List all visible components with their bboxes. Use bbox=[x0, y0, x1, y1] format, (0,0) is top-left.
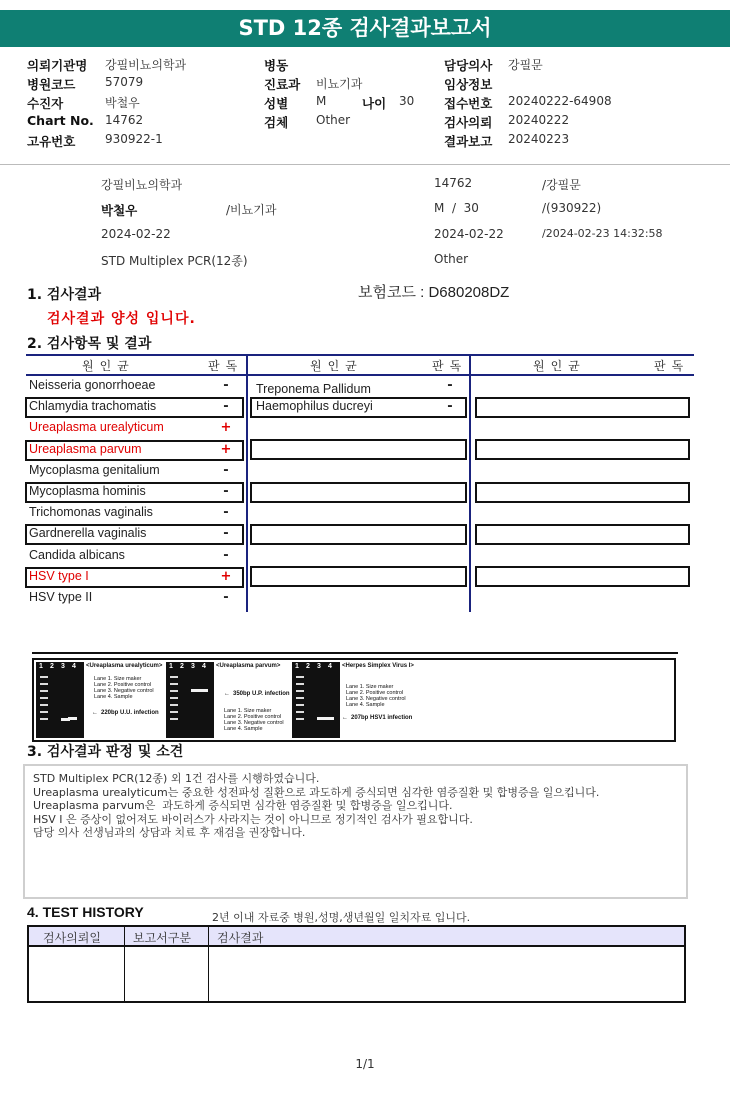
gel-ladder-band bbox=[296, 697, 304, 699]
sub-chart: 14762 bbox=[434, 176, 473, 190]
gel-lane-number: 4 bbox=[72, 663, 76, 670]
info-value: 930922-1 bbox=[105, 132, 163, 146]
gel-arrow-icon: ← bbox=[224, 691, 230, 697]
sub-date3: /2024-02-23 14:32:58 bbox=[542, 227, 663, 240]
header-organism: 원인균 bbox=[310, 359, 363, 373]
gel-divider bbox=[32, 652, 678, 654]
gel-annotation: 220bp U.U. infection bbox=[101, 710, 159, 716]
organism-name: Ureaplasma urealyticum bbox=[29, 420, 164, 435]
sub-date1: 2024-02-22 bbox=[101, 227, 171, 241]
sex-value: M bbox=[316, 94, 327, 108]
info-value: 20240223 bbox=[508, 132, 570, 146]
gel-ladder-band bbox=[296, 690, 304, 692]
sub-patient: 박철우 bbox=[101, 203, 138, 218]
gel-lane-number: 2 bbox=[50, 663, 54, 670]
gel-lane-number: 4 bbox=[328, 663, 332, 670]
gel-legend-line: Lane 3. Negative control bbox=[346, 696, 406, 702]
result-mark: - bbox=[223, 484, 229, 499]
info-value: 57079 bbox=[105, 75, 144, 89]
result-row bbox=[256, 378, 371, 397]
history-divider bbox=[124, 927, 125, 1001]
gel-panel-title: <Herpes Simplex Virus I> bbox=[342, 663, 414, 669]
gel-electrophoresis-panel bbox=[32, 658, 676, 742]
sub-date2: 2024-02-22 bbox=[434, 227, 504, 241]
organism-name: HSV type II bbox=[29, 590, 93, 604]
dept-label: 진료과 bbox=[264, 77, 301, 92]
age-label: 나이 bbox=[362, 96, 387, 111]
gel-image bbox=[36, 662, 84, 738]
organism-name: Mycoplasma hominis bbox=[29, 484, 146, 498]
gel-ladder-band bbox=[296, 676, 304, 678]
organism-name: Candida albicans bbox=[29, 547, 125, 562]
gel-sample-band bbox=[68, 717, 77, 720]
gel-legend-line: Lane 2. Positive control bbox=[346, 690, 404, 696]
gel-ladder-band bbox=[40, 676, 48, 678]
opinion-line: HSV I 은 증상이 없어져도 바이러스가 사라지는 것이 아니므로 정기적인 검사가 필요합니다. bbox=[33, 812, 473, 826]
gel-image bbox=[292, 662, 340, 738]
opinion-line: Ureaplasma urealyticum는 중요한 성전파성 질환으로 과도하게 증식되면 심각한 염증질환 및 합병증을 일으킵니다. bbox=[33, 785, 600, 799]
history-table bbox=[27, 925, 686, 1003]
gel-lane-number: 1 bbox=[169, 663, 173, 670]
info-label: 수진자 bbox=[27, 96, 64, 111]
info-row bbox=[27, 132, 257, 151]
gel-panel-title: <Ureaplasma urealyticum> bbox=[86, 663, 163, 669]
specimen-label: 검체 bbox=[264, 115, 289, 130]
empty-result-box bbox=[250, 566, 467, 587]
section3-title: 3. 검사결과 판정 및 소견 bbox=[27, 744, 184, 760]
gel-ladder-band bbox=[170, 711, 178, 713]
info-row bbox=[444, 113, 704, 132]
section4-title: 4. TEST HISTORY bbox=[27, 904, 144, 920]
specimen-value: Other bbox=[316, 113, 351, 127]
opinion-line: STD Multiplex PCR(12종) 외 1건 검사를 시행하였습니다. bbox=[33, 772, 320, 785]
gel-arrow-icon: ← bbox=[342, 715, 348, 721]
info-row bbox=[444, 94, 704, 113]
header-judge: 판독 bbox=[432, 359, 468, 373]
info-row bbox=[27, 94, 257, 113]
gel-lane-number: 4 bbox=[202, 663, 206, 670]
result-mark: - bbox=[223, 526, 229, 542]
organism-name: HSV type I bbox=[29, 568, 89, 583]
gel-ladder-band bbox=[40, 704, 48, 706]
info-value: 강필문 bbox=[508, 58, 543, 72]
result-mark: - bbox=[223, 590, 229, 605]
organism-name: Ureaplasma parvum bbox=[29, 441, 142, 456]
gel-legend-line: Lane 2. Positive control bbox=[94, 682, 152, 688]
info-col-2 bbox=[264, 56, 434, 146]
organism-name: Gardnerella vaginalis bbox=[29, 526, 147, 541]
gel-annotation: 207bp HSV1 infection bbox=[351, 715, 413, 721]
info-row bbox=[444, 75, 704, 94]
gel-ladder-band bbox=[170, 704, 178, 706]
info-row bbox=[444, 132, 704, 151]
history-divider bbox=[208, 927, 209, 1001]
gel-ladder-band bbox=[296, 711, 304, 713]
history-col-type: 보고서구분 bbox=[133, 931, 191, 945]
gel-legend-line: Lane 1. Size maker bbox=[224, 708, 272, 714]
result-mark: - bbox=[223, 378, 229, 393]
gel-ladder-band bbox=[40, 718, 48, 720]
gel-annotation: 350bp U.P. infection bbox=[233, 691, 290, 697]
sub-birth: /(930922) bbox=[542, 201, 602, 215]
grid-divider-1 bbox=[246, 354, 248, 612]
result-mark: + bbox=[220, 420, 232, 436]
age-value: 30 bbox=[399, 94, 415, 108]
result-mark: - bbox=[223, 399, 229, 415]
result-mark: - bbox=[223, 505, 229, 521]
info-label: 의뢰기관명 bbox=[27, 58, 88, 73]
gel-legend-line: Lane 4. Sample bbox=[346, 702, 385, 708]
gel-arrow-icon: ← bbox=[92, 710, 98, 716]
info-label: 검사의뢰 bbox=[444, 115, 493, 130]
result-mark: + bbox=[220, 441, 232, 457]
sub-specimen: Other bbox=[434, 252, 469, 266]
gel-sample-band bbox=[325, 717, 334, 720]
info-row bbox=[444, 56, 704, 75]
organism-name: Treponema Pallidum bbox=[256, 382, 371, 396]
header-judge: 판독 bbox=[208, 359, 244, 373]
empty-result-box bbox=[475, 482, 690, 503]
gel-ladder-band bbox=[170, 697, 178, 699]
dept-value: 비뇨기과 bbox=[316, 77, 363, 91]
gel-legend-line: Lane 3. Negative control bbox=[94, 688, 154, 694]
info-col-1 bbox=[27, 56, 257, 151]
gel-ladder-band bbox=[170, 690, 178, 692]
opinion-box bbox=[23, 764, 688, 899]
header-organism: 원인균 bbox=[533, 359, 586, 373]
info-row bbox=[27, 113, 257, 132]
empty-result-box bbox=[475, 439, 690, 460]
gel-lane-number: 1 bbox=[295, 663, 299, 670]
info-label: 결과보고 bbox=[444, 134, 493, 149]
gel-lane-number: 3 bbox=[317, 663, 321, 670]
ward-label: 병동 bbox=[264, 58, 289, 73]
gel-ladder-band bbox=[170, 683, 178, 685]
gel-ladder-band bbox=[40, 683, 48, 685]
result-summary: 검사결과 양성 입니다. bbox=[47, 311, 196, 327]
gel-ladder-band bbox=[170, 676, 178, 678]
sub-clinic: 강필비뇨의학과 bbox=[101, 178, 183, 192]
info-row bbox=[27, 56, 257, 75]
gel-ladder-band bbox=[40, 711, 48, 713]
header-judge: 판독 bbox=[654, 359, 690, 373]
info-label: Chart No. bbox=[27, 113, 94, 128]
gel-ladder-band bbox=[296, 718, 304, 720]
gel-lane-number: 2 bbox=[306, 663, 310, 670]
gel-legend-line: Lane 3. Negative control bbox=[224, 720, 284, 726]
gel-ladder-band bbox=[296, 704, 304, 706]
organism-name: Chlamydia trachomatis bbox=[29, 399, 157, 414]
result-mark: - bbox=[223, 547, 229, 563]
grid-divider-2 bbox=[469, 354, 471, 612]
gel-ladder-band bbox=[40, 697, 48, 699]
grid-header-line bbox=[26, 374, 694, 376]
info-value: 20240222-64908 bbox=[508, 94, 612, 108]
result-mark: - bbox=[447, 399, 453, 414]
history-col-result: 검사결과 bbox=[217, 931, 264, 945]
gel-legend-line: Lane 2. Positive control bbox=[224, 714, 282, 720]
result-mark: + bbox=[220, 568, 232, 584]
info-label: 담당의사 bbox=[444, 58, 493, 73]
sub-test: STD Multiplex PCR(12종) bbox=[101, 254, 248, 268]
empty-result-box bbox=[475, 566, 690, 587]
info-label: 임상정보 bbox=[444, 77, 493, 92]
gel-image bbox=[166, 662, 214, 738]
organism-name: Haemophilus ducreyi bbox=[256, 399, 373, 413]
gel-lane-number: 3 bbox=[191, 663, 195, 670]
info-col-3 bbox=[444, 56, 704, 151]
gel-ladder-band bbox=[170, 718, 178, 720]
empty-result-box bbox=[475, 397, 690, 418]
gel-legend-line: Lane 4. Sample bbox=[224, 726, 263, 732]
gel-legend-line: Lane 1. Size maker bbox=[94, 676, 142, 682]
result-mark: - bbox=[447, 378, 453, 393]
gel-panel-title: <Ureaplasma parvum> bbox=[216, 663, 281, 669]
organism-name: Trichomonas vaginalis bbox=[29, 505, 153, 520]
opinion-line: 담당 의사 선생님과의 상담과 치료 후 재검을 권장합니다. bbox=[33, 826, 306, 840]
gel-lane-number: 2 bbox=[180, 663, 184, 670]
gel-lane-number: 3 bbox=[61, 663, 65, 670]
info-label: 병원코드 bbox=[27, 77, 76, 92]
info-value: 14762 bbox=[105, 113, 144, 127]
info-row bbox=[27, 75, 257, 94]
insurance-code: 보험코드 : D680208DZ bbox=[358, 284, 510, 301]
sub-sex-age: M / 30 bbox=[434, 201, 479, 215]
empty-result-box bbox=[475, 524, 690, 545]
sub-dept: /비뇨기과 bbox=[226, 203, 277, 217]
history-col-date: 검사의뢰일 bbox=[43, 931, 101, 945]
gel-legend-line: Lane 1. Size maker bbox=[346, 684, 394, 690]
organism-name: Neisseria gonorrhoeae bbox=[29, 378, 156, 392]
empty-result-box bbox=[250, 482, 467, 503]
info-label: 접수번호 bbox=[444, 96, 493, 111]
divider bbox=[0, 164, 730, 165]
gel-ladder-band bbox=[296, 683, 304, 685]
section1-title: 1. 검사결과 bbox=[27, 287, 102, 303]
empty-result-box bbox=[250, 439, 467, 460]
info-value: 20240222 bbox=[508, 113, 570, 127]
opinion-line: Ureaplasma parvum은 과도하게 증식되면 심각한 염증질환 및 합병증을 일으킵니다. bbox=[33, 799, 453, 813]
result-mark: - bbox=[223, 462, 229, 478]
gel-lane-number: 1 bbox=[39, 663, 43, 670]
page-number: 1/1 bbox=[355, 1057, 375, 1071]
header-organism: 원인균 bbox=[82, 359, 135, 373]
organism-name: Mycoplasma genitalium bbox=[29, 462, 160, 477]
info-value: 박철우 bbox=[105, 96, 140, 110]
sub-doctor: /강필문 bbox=[542, 178, 581, 192]
gel-ladder-band bbox=[40, 690, 48, 692]
info-value: 강필비뇨의학과 bbox=[105, 58, 187, 72]
section2-title: 2. 검사항목 및 결과 bbox=[27, 336, 152, 352]
history-header bbox=[29, 927, 684, 947]
history-note: 2년 이내 자료중 병원,성명,생년월일 일치자료 입니다. bbox=[212, 911, 471, 924]
gel-sample-band bbox=[199, 689, 208, 692]
grid-top-line bbox=[26, 354, 694, 356]
gel-legend-line: Lane 4. Sample bbox=[94, 694, 133, 700]
report-title: STD 12종 검사결과보고서 bbox=[0, 10, 730, 47]
empty-result-box bbox=[250, 524, 467, 545]
info-label: 고유번호 bbox=[27, 134, 76, 149]
sex-label: 성별 bbox=[264, 96, 289, 111]
